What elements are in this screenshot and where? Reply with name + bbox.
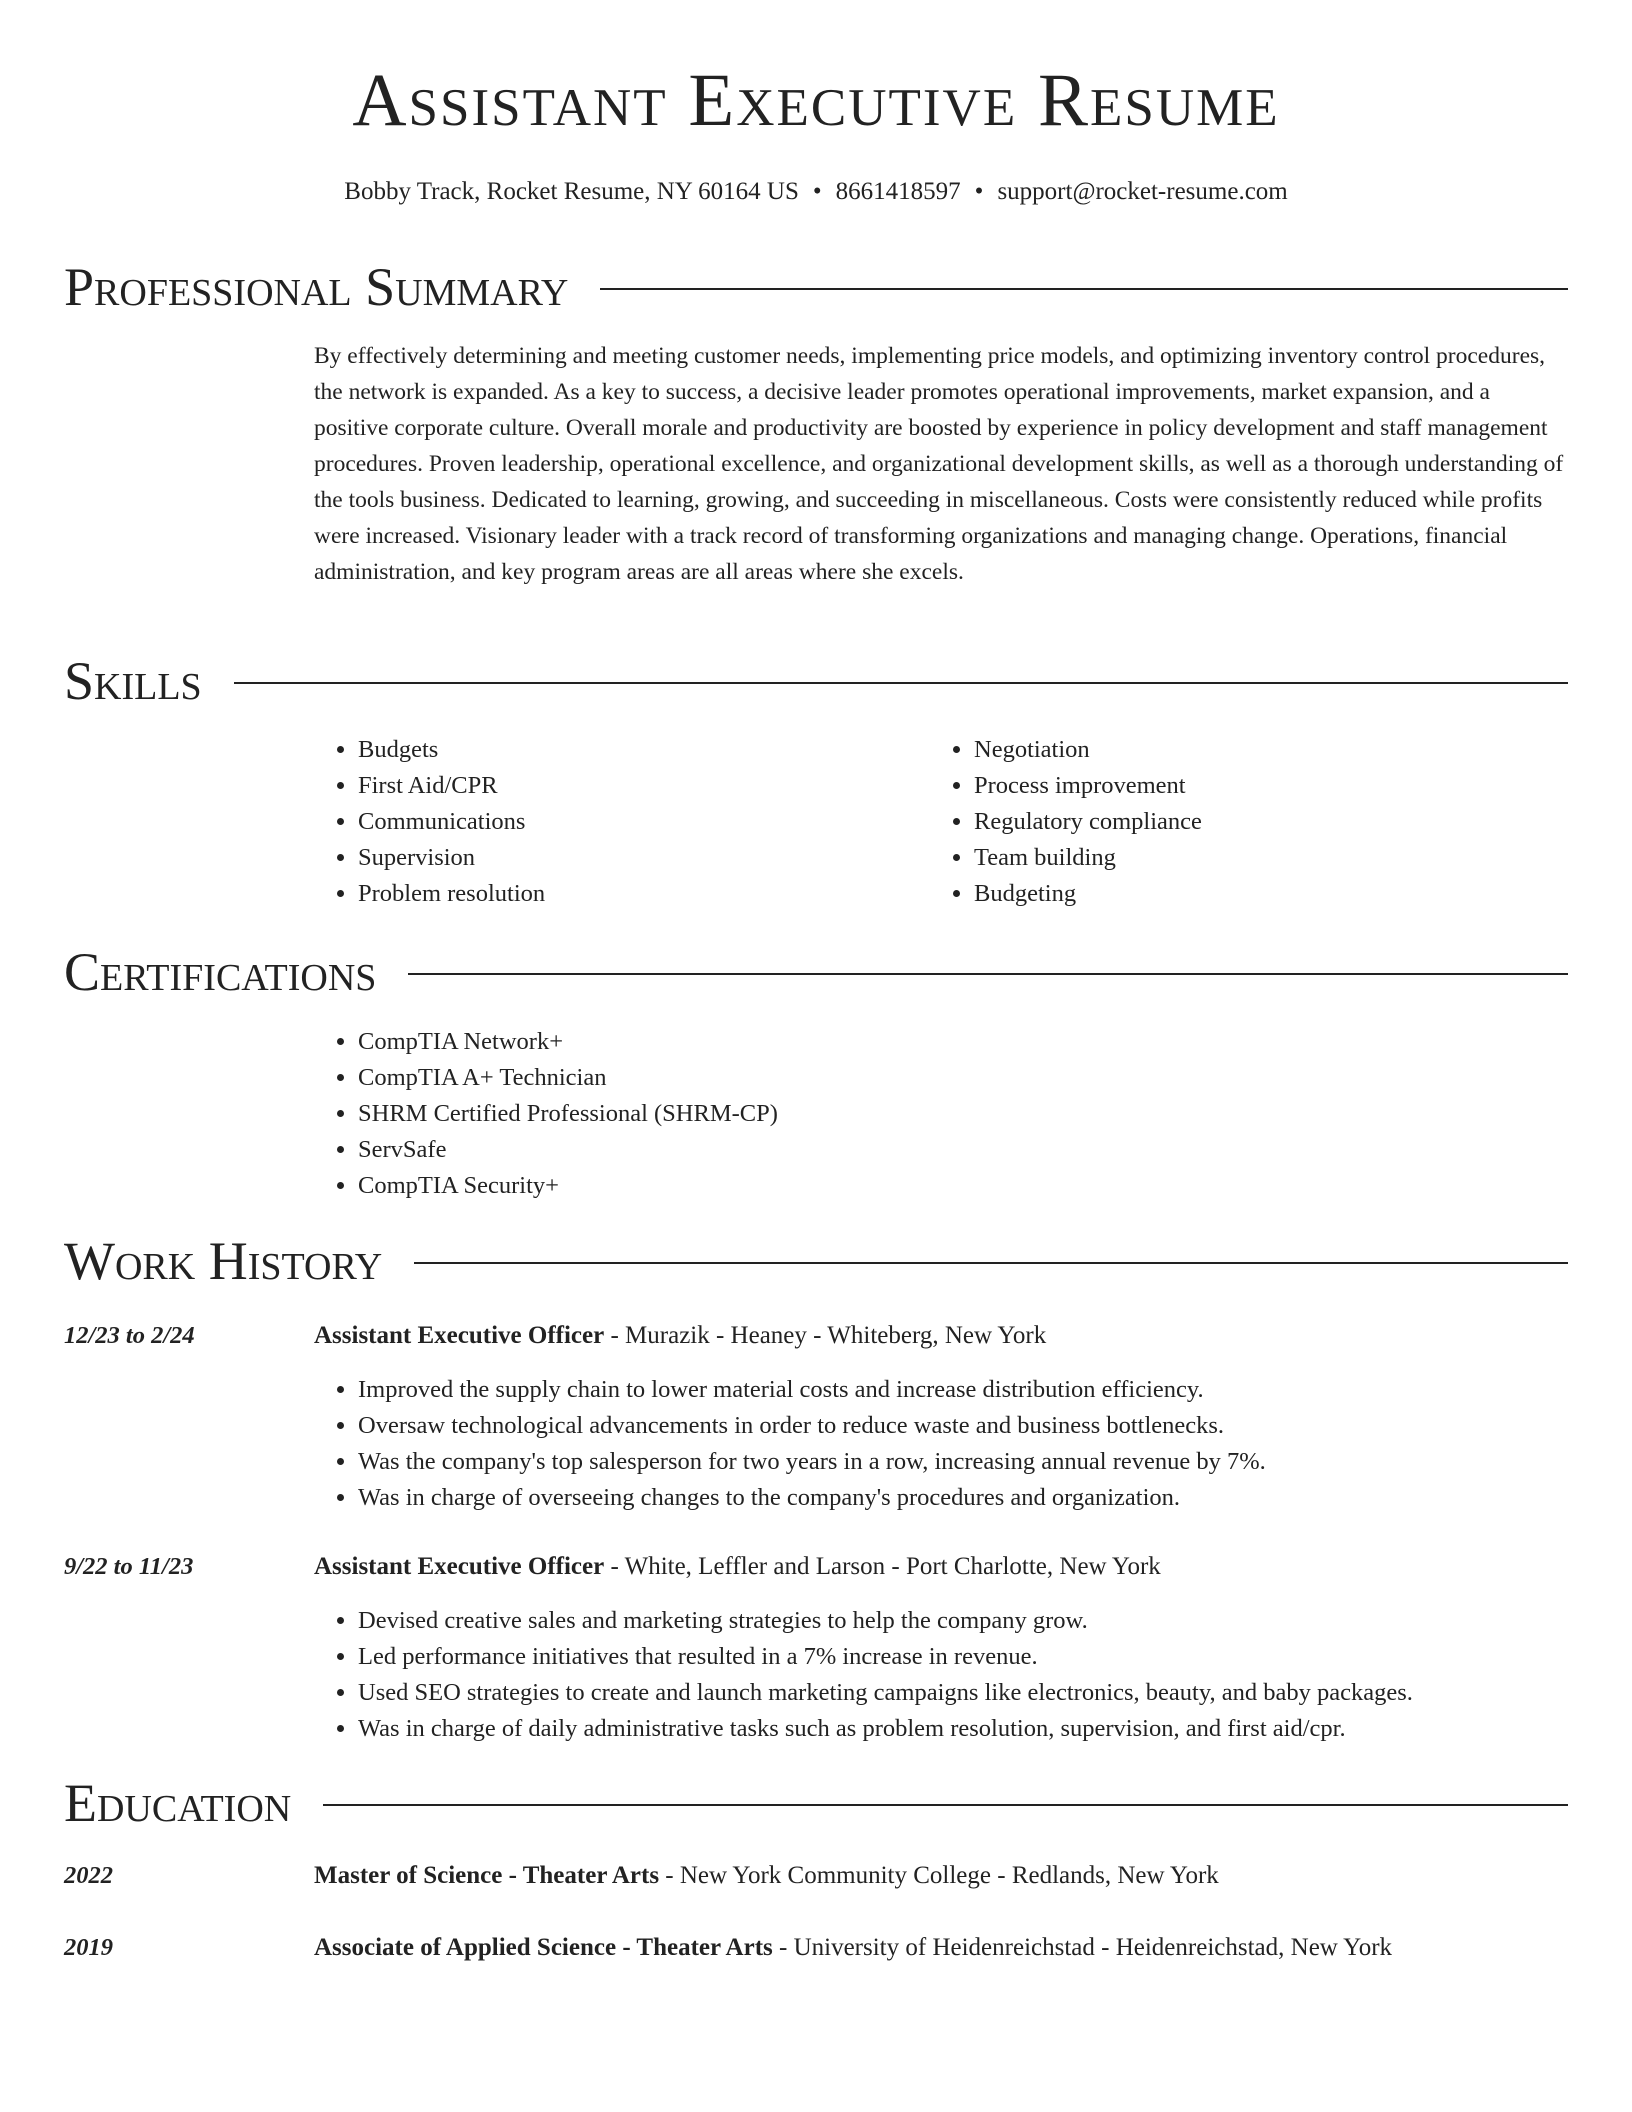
education-year: 2022: [64, 1862, 113, 1889]
education-line: [314, 1858, 1219, 1894]
section-title-skills: Skills: [64, 651, 202, 711]
certification-item: • CompTIA Network+: [358, 1024, 1558, 1060]
section-divider: [234, 682, 1568, 684]
job-dates: 9/22 to 11/23: [64, 1553, 194, 1580]
skill-item: • Regulatory compliance: [974, 804, 1534, 840]
skills-list-right: [930, 732, 1534, 912]
skill-item: • Problem resolution: [358, 876, 918, 912]
education-degree: Associate of Applied Science - Theater Arts: [314, 1934, 773, 1961]
job-duties-list: [314, 1603, 1608, 1747]
contact-separator: •: [974, 178, 984, 205]
section-title-certifications: Certifications: [64, 942, 377, 1002]
job-company: - White, Leffler and Larson - Port Charlotte, New York: [604, 1553, 1161, 1580]
skill-item: • Process improvement: [974, 768, 1534, 804]
section-header-skills: [64, 646, 1568, 716]
certification-item: • ServSafe: [358, 1132, 1558, 1168]
certification-item: • CompTIA A+ Technician: [358, 1060, 1558, 1096]
job-title: Assistant Executive Officer: [314, 1322, 605, 1349]
job-duty-item: • Was in charge of daily administrative tasks such as problem resolution, supervision, and first aid/cpr.: [358, 1711, 1608, 1747]
summary-text: By effectively determining and meeting customer needs, implementing price models, and optimizing inventory control procedures, the network is expanded. As a key to success, a decisive leader promotes operational improvements, market expansion, and a positive corporate culture. Overall morale and productivity are boosted by experience in policy development and staff management procedures. Proven leadership, operational excellence, and organizational development skills, as well as a thorough understanding of the tools business. Dedicated to learning, growing, and succeeding in miscellaneous. Costs were consistently reduced while profits were increased. Visionary leader with a track record of transforming organizations and managing change. Operations, financial administration, and key program areas are all areas where she excels.: [314, 343, 1564, 585]
section-header-work-history: [64, 1226, 1568, 1296]
job-dates: 12/23 to 2/24: [64, 1322, 195, 1349]
job-duties-list: [314, 1372, 1608, 1516]
section-divider: [600, 288, 1568, 290]
education-school: - New York Community College - Redlands, New York: [659, 1862, 1219, 1889]
contact-separator: •: [812, 178, 822, 205]
section-divider: [414, 1262, 1568, 1264]
contact-line: [0, 174, 1632, 210]
education-line: [314, 1930, 1392, 1966]
section-title-summary: Professional Summary: [64, 257, 569, 317]
education-degree: Master of Science - Theater Arts: [314, 1862, 660, 1889]
skill-item: • First Aid/CPR: [358, 768, 918, 804]
job-duty-item: • Used SEO strategies to create and launch marketing campaigns like electronics, beauty, and baby packages.: [358, 1675, 1608, 1711]
job-title-line: [314, 1549, 1161, 1585]
education-year: 2019: [64, 1934, 113, 1961]
skill-item: • Supervision: [358, 840, 918, 876]
job-title-line: [314, 1318, 1046, 1354]
contact-phone: 8661418597: [835, 178, 961, 205]
job-duty-item: • Oversaw technological advancements in order to reduce waste and business bottlenecks.: [358, 1408, 1608, 1444]
certification-item: • CompTIA Security+: [358, 1168, 1558, 1204]
section-divider: [323, 1804, 1568, 1806]
skill-item: • Negotiation: [974, 732, 1534, 768]
certifications-list: [314, 1024, 1558, 1204]
skill-item: • Budgets: [358, 732, 918, 768]
job-title: Assistant Executive Officer: [314, 1553, 605, 1580]
skill-item: • Team building: [974, 840, 1534, 876]
job-duty-item: • Devised creative sales and marketing strategies to help the company grow.: [358, 1603, 1608, 1639]
resume-title: Assistant Executive Resume: [352, 59, 1280, 142]
education-school: - University of Heidenreichstad - Heidenreichstad, New York: [772, 1934, 1393, 1961]
contact-email: support@rocket-resume.com: [997, 178, 1288, 205]
section-header-education: [64, 1768, 1568, 1838]
skill-item: • Budgeting: [974, 876, 1534, 912]
section-header-certifications: [64, 937, 1568, 1007]
skills-list-left: [314, 732, 918, 912]
section-title-education: Education: [64, 1773, 292, 1833]
certification-item: • SHRM Certified Professional (SHRM-CP): [358, 1096, 1558, 1132]
skill-item: • Communications: [358, 804, 918, 840]
job-duty-item: • Was the company's top salesperson for two years in a row, increasing annual revenue by 7%.: [358, 1444, 1608, 1480]
job-duty-item: • Improved the supply chain to lower material costs and increase distribution efficiency.: [358, 1372, 1608, 1408]
section-divider: [408, 973, 1568, 975]
section-title-work-history: Work History: [64, 1231, 383, 1291]
job-company: - Murazik - Heaney - Whiteberg, New York: [604, 1322, 1047, 1349]
section-header-summary: [64, 252, 1568, 322]
job-duty-item: • Led performance initiatives that resulted in a 7% increase in revenue.: [358, 1639, 1608, 1675]
job-duty-item: • Was in charge of overseeing changes to the company's procedures and organization.: [358, 1480, 1608, 1516]
contact-address: Bobby Track, Rocket Resume, NY 60164 US: [344, 178, 799, 205]
